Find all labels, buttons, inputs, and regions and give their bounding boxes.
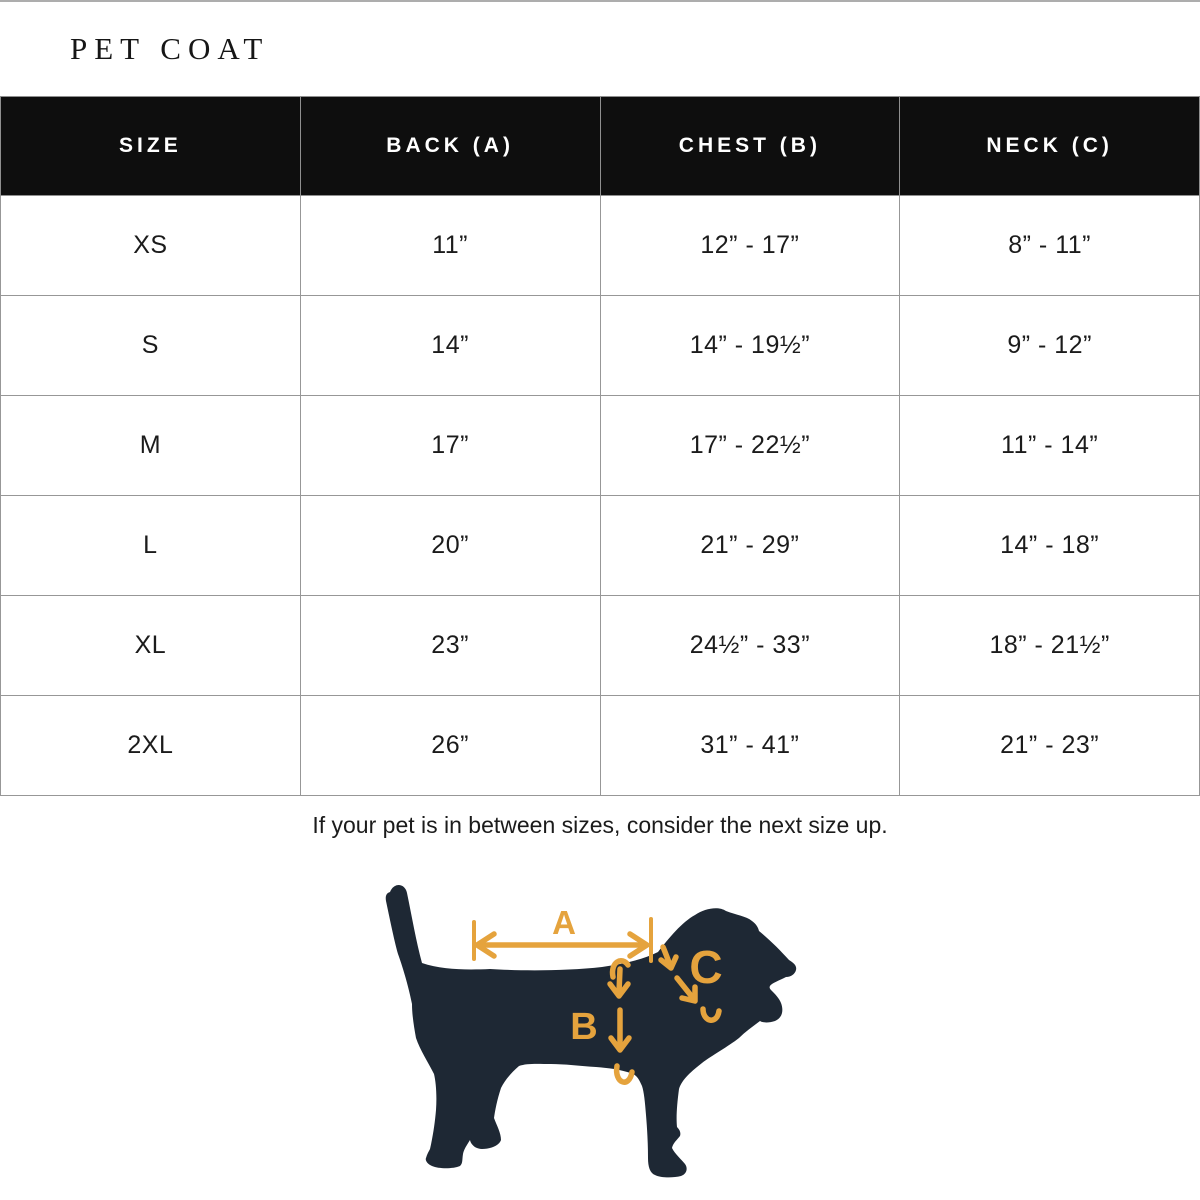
size-cell: 2XL [1,696,301,796]
neck-cell: 11” - 14” [900,396,1200,496]
back-cell: 14” [300,296,600,396]
page-title: PET COAT [70,31,270,66]
chest-measure-label: B [570,1006,598,1048]
neck-cell: 21” - 23” [900,696,1200,796]
neck-measure-label: C [689,941,723,993]
title-bar [0,2,1200,96]
size-cell: M [1,396,301,496]
back-cell: 20” [300,496,600,596]
table-row [1,496,1200,596]
column-header-chest: CHEST (B) [600,97,900,196]
column-header-back: BACK (A) [300,97,600,196]
size-table [0,96,1200,796]
neck-cell: 18” - 21½” [900,596,1200,696]
column-header-neck: NECK (C) [900,97,1200,196]
chest-cell: 21” - 29” [600,496,900,596]
header-row [1,97,1200,196]
neck-cell: 14” - 18” [900,496,1200,596]
size-cell: L [1,496,301,596]
table-row [1,696,1200,796]
size-cell: XS [1,196,301,296]
back-cell: 17” [300,396,600,496]
sizing-note: If your pet is in between sizes, consider the next size up. [312,812,888,838]
table-row [1,296,1200,396]
neck-cell: 8” - 11” [900,196,1200,296]
chest-cell: 14” - 19½” [600,296,900,396]
size-cell: S [1,296,301,396]
measurement-diagram [0,870,1200,1200]
chest-cell: 17” - 22½” [600,396,900,496]
size-cell: XL [1,596,301,696]
chest-cell: 12” - 17” [600,196,900,296]
chest-cell: 31” - 41” [600,696,900,796]
size-table-header [1,97,1200,196]
dog-measurement-illustration [370,870,830,1200]
back-cell: 26” [300,696,600,796]
table-row [1,396,1200,496]
chest-cell: 24½” - 33” [600,596,900,696]
back-cell: 23” [300,596,600,696]
neck-cell: 9” - 12” [900,296,1200,396]
back-measure-label: A [552,904,576,941]
back-cell: 11” [300,196,600,296]
column-header-size: SIZE [1,97,301,196]
size-table-body [1,196,1200,796]
table-row [1,596,1200,696]
table-row [1,196,1200,296]
